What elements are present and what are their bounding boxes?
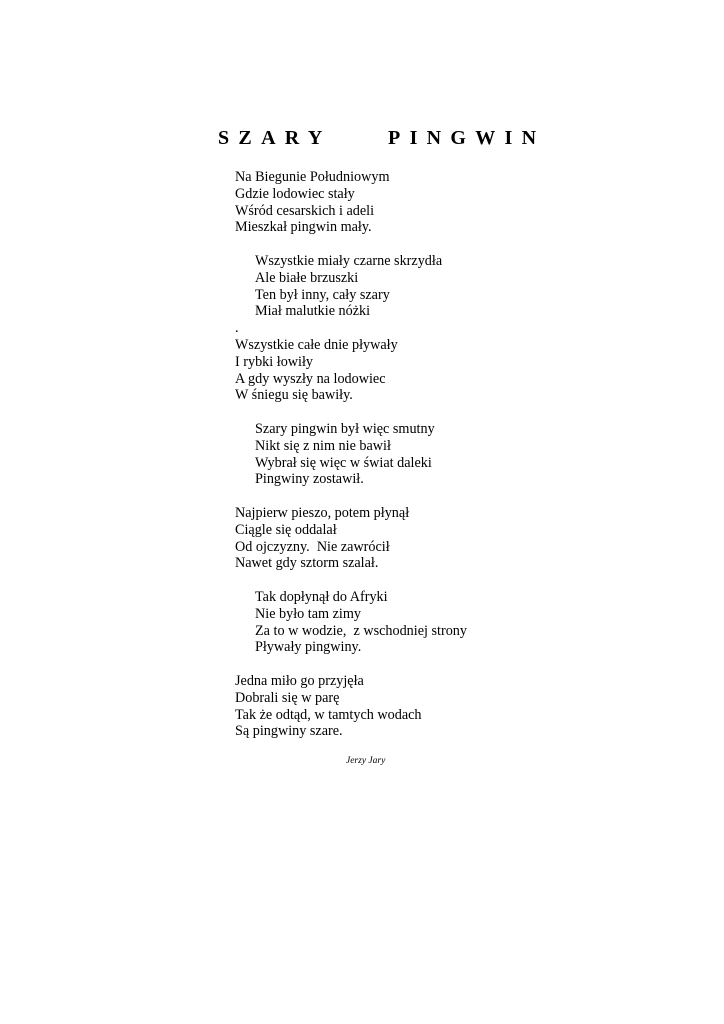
poem-line: Najpierw pieszo, potem płynął — [235, 504, 410, 521]
author-signature: Jerzy Jary — [346, 756, 386, 766]
poem-line: Tak że odtąd, w tamtych wodach — [235, 706, 422, 723]
poem-line: Ten był inny, cały szary — [255, 286, 390, 303]
poem-line: W śniegu się bawiły. — [235, 387, 353, 404]
poem-line: Pływały pingwiny. — [255, 639, 362, 656]
poem-line: Jedna miło go przyjęła — [235, 672, 364, 689]
poem-line: Nie było tam zimy — [255, 605, 361, 622]
poem-line: Ciągle się oddalał — [235, 521, 337, 538]
poem-title: SZARY PINGWIN — [218, 127, 546, 149]
poem-line: Dobrali się w parę — [235, 689, 340, 706]
poem-line: Są pingwiny szare. — [235, 723, 343, 740]
poem-line: Szary pingwin był więc smutny — [255, 420, 435, 437]
poem-line: Nikt się z nim nie bawił — [255, 437, 391, 454]
poem-line: Gdzie lodowiec stały — [235, 185, 355, 202]
stanza-5 — [235, 505, 635, 572]
poem-line: Od ojczyzny. Nie zawrócił — [235, 538, 390, 555]
separator-mark: . — [235, 320, 239, 337]
poem-line: Wszystkie miały czarne skrzydła — [255, 252, 443, 269]
stanza-1 — [235, 169, 635, 236]
stanza-2 — [235, 253, 635, 320]
stanza-6 — [235, 589, 635, 656]
poem-line: Tak dopłynął do Afryki — [255, 588, 388, 605]
poem-line: I rybki łowiły — [235, 353, 314, 370]
stanza-3 — [235, 337, 635, 404]
poem-line: Za to w wodzie, z wschodniej strony — [255, 622, 467, 639]
poem-line: Wszystkie całe dnie pływały — [235, 336, 398, 353]
stanza-4 — [235, 421, 635, 488]
poem-line: Wybrał się więc w świat daleki — [255, 454, 432, 471]
stanza-7 — [235, 673, 635, 740]
poem-line: Pingwiny zostawił. — [255, 471, 364, 488]
poem-line: Miał malutkie nóżki — [255, 303, 371, 320]
poem-line: Mieszkał pingwin mały. — [235, 219, 372, 236]
poem-line: Ale białe brzuszki — [255, 269, 359, 286]
poem-line: Na Biegunie Południowym — [235, 169, 390, 185]
poem-line: Nawet gdy sztorm szalał. — [235, 555, 379, 572]
poem-line: A gdy wyszły na lodowiec — [235, 370, 386, 387]
poem-body — [235, 169, 635, 740]
poem-line: Wśród cesarskich i adeli — [235, 202, 375, 219]
